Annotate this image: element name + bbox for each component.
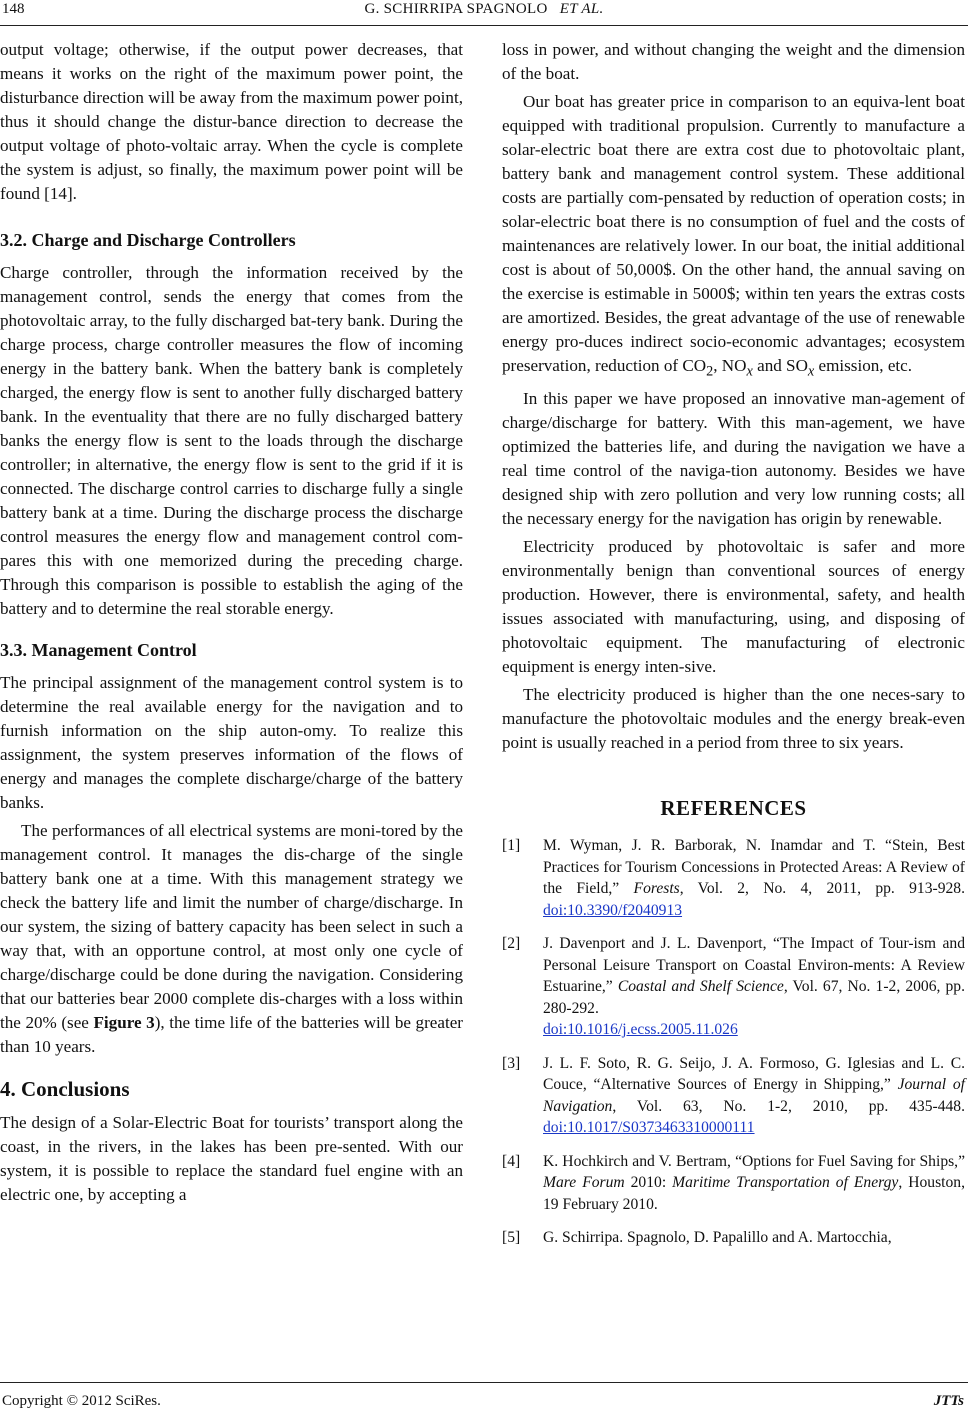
breakeven-paragraph: The electricity produced is higher than the one neces-sary to manufacture the photovoltaic modules and the energy break-even point is usually reached in a period from three to six years. [502, 685, 965, 753]
doi-link[interactable]: doi:10.1016/j.ecss.2005.11.026 [543, 1021, 738, 1039]
reference-journal: Journal of Navigation [543, 1076, 965, 1115]
paragraph-3-2: Charge controller, through the information received by the management control, sends the energy that comes from the photovoltaic array, to the fully discharged bat-tery bank. During the charge process, charge controller measures the flow of incoming energy in the battery bank. When the battery bank is completely charged, the energy flow is sent to another fully discharged battery bank. In the eventuality that there are no fully discharged battery banks the energy flow is sent to the loads through the discharge controller; in alternative, the energy flow is sent to the grid if it is connected. The discharge control carries to discharge fully a single battery bank at a time. During the discharge process the discharge control measures the energy flow and management control com-pares this with one memorized during the preceding charge. Through this comparison is possible to establish the aging of the battery and to determine the real storable energy. [0, 263, 463, 618]
reference-text: J. Davenport and J. L. Davenport, “The Impact of Tour-ism and Personal Leisure Transport on Coastal Environ-ments: A Review Estuarine,” [543, 935, 965, 996]
doi-link[interactable]: doi:10.3390/f2040913 [543, 901, 683, 919]
continued-paragraph: loss in power, and without changing the weight and the dimension of the boat. [502, 40, 965, 83]
running-head [0, 1, 968, 18]
journal-name: JTTs [933, 1393, 964, 1409]
header-rule [0, 25, 968, 26]
figure-reference: Figure 3 [93, 1013, 155, 1032]
page-header [0, 0, 968, 26]
cost-text-4: emission, etc. [814, 356, 913, 375]
references-heading: REFERENCES [660, 796, 807, 821]
right-column [502, 38, 965, 1249]
intro-paragraph: output voltage; otherwise, if the output power decreases, that means it works on the right of the maximum power point, the disturbance direction will be away from the maximum power point, thus it should change the distur-bance direction to decrease the output voltage of photo-voltaic array. When the cycle is complete the system is adjust, so finally, the maximum power point will be found [14]. [0, 40, 463, 203]
cost-text-2: , NO [713, 356, 747, 375]
cost-text-1: Our boat has greater price in comparison to an equiva-lent boat equipped with traditional propulsion. Currently to manufacture a solar-electric boat there are extra cost due to photovoltaic plant, battery bank and management control system. These additional costs are partially com-pensated by reduction of operation costs; in solar-electric boat there is no consumption of fuel and the costs of maintenances are relatively lower. In our boat, the initial additional cost is about of 50,000$. On the other hand, the annual saving on the exercise is estimable in 5000$; within ten years the extras costs are amortized. Besides, the great advantage of the use of renewable energy pro-duces indirect socio-economic advantages; ecosystem preservation, reduction of CO [502, 92, 965, 375]
references-list [502, 835, 965, 1249]
cost-paragraph [502, 90, 965, 383]
section-heading-3-2: 3.2. Charge and Discharge Controllers [0, 230, 296, 250]
running-head-authors: G. SCHIRRIPA SPAGNOLO [364, 1, 548, 17]
paragraph-3-3b-text: The performances of all electrical systems are moni-tored by the management control. It manages the dis-charge of the single battery bank one at a time. With this management strategy we check the battery life and limit the number of charge/discharge. In our system, the sizing of battery capacity has been select in such a way that, with an opportune control, at most only one cycle of charge/discharge could be done during the navigation. Considering that our batteries bear 2000 complete dis-charges with a loss within the 20% (see [0, 821, 463, 1032]
reference-text: M. Wyman, J. R. Barborak, N. Inamdar and T. “Stein, Best Practices for Tourism Concessions in Protected Areas: A Review of the Field,” [543, 837, 965, 898]
reference-journal: Coastal and Shelf Science [617, 978, 784, 996]
reference-details: , Houston, 19 February 2010. [543, 1174, 966, 1213]
paper-summary-paragraph: In this paper we have proposed an innovative man-agement of charge/discharge for battery. With this man-agement, we have optimized the batteries life, and during the navigation we have a real time control of the naviga-tion autonomy. Besides we have designed ship with zero pollution and very low running costs; all the necessary energy for the navigation has origin by renewable. [502, 389, 965, 529]
reference-number: [5] [502, 1229, 521, 1247]
co2-subscript: 2 [706, 363, 714, 380]
reference-text: K. Hochkirch and V. Bertram, “Options for Fuel Saving for Ships,” [543, 1152, 965, 1170]
reference-number: [4] [502, 1152, 521, 1170]
paragraph-3-3b-end: ), the time life of the batteries will be greater than 10 years. [0, 1013, 463, 1056]
left-column [0, 38, 463, 1207]
reference-text: G. Schirripa. Spagnolo, D. Papalillo and A. Martocchia, [543, 1229, 892, 1247]
section-heading-4: 4. Conclusions [0, 1077, 130, 1101]
section-heading-3-3: 3.3. Management Control [0, 640, 197, 660]
doi-link[interactable]: doi:10.1017/S0373463310000111 [543, 1119, 755, 1137]
reference-number: [3] [502, 1054, 521, 1072]
reference-details: , Vol. 67, No. 1-2, 2006, pp. 280-292. [543, 978, 966, 1017]
cost-text-3: and SO [752, 356, 808, 375]
paragraph-3-3a: The principal assignment of the management control system is to determine the real available energy for the navigation and to furnish information on the ship auton-omy. To realize this assignment, the system preserves information of the flows of energy and manages the complete discharge/charge of the battery banks. [0, 673, 463, 812]
reference-journal: Forests [633, 880, 680, 898]
nox-subscript: x [746, 363, 753, 380]
reference-text: J. L. F. Soto, R. G. Seijo, J. A. Formoso, G. Iglesias and L. C. Couce, “Alternative Sources of Energy in Shipping,” [543, 1054, 965, 1094]
reference-5 [502, 1227, 965, 1249]
page-number: 148 [2, 1, 25, 17]
paragraph-3-3b [0, 819, 463, 1059]
reference-3 [502, 1053, 965, 1139]
footer-rule [0, 1382, 968, 1383]
reference-number: [2] [502, 935, 521, 953]
reference-details: , Vol. 2, No. 4, 2011, pp. 913-928. [679, 880, 965, 898]
reference-details: , Vol. 63, No. 1-2, 2010, pp. 435-448. [612, 1097, 965, 1115]
electricity-paragraph: Electricity produced by photovoltaic is safer and more environmentally benign than conventional sources of energy production. However, there is environmental, safety, and health issues associated with manufacturing, using, and disposing of photovoltaic equipment. The manufacturing of electronic equipment is energy inten-sive. [502, 537, 965, 677]
reference-venue: Mare Forum [543, 1174, 625, 1192]
sox-subscript: x [807, 363, 815, 380]
reference-event: Maritime Transportation of Energy [672, 1174, 899, 1192]
reference-number: [1] [502, 837, 521, 855]
reference-2 [502, 933, 965, 1041]
paragraph-conclusions: The design of a Solar-Electric Boat for tourists’ transport along the coast, in the rivers, in the lakes has been pre-sented. With our system, it is possible to replace the standard fuel engine with an electric one, by accepting a [0, 1113, 463, 1204]
reference-4 [502, 1151, 965, 1216]
reference-year: 2010: [624, 1174, 673, 1192]
running-head-etal: ET AL. [559, 1, 604, 17]
reference-1 [502, 835, 965, 921]
copyright-notice: Copyright © 2012 SciRes. [2, 1393, 161, 1409]
